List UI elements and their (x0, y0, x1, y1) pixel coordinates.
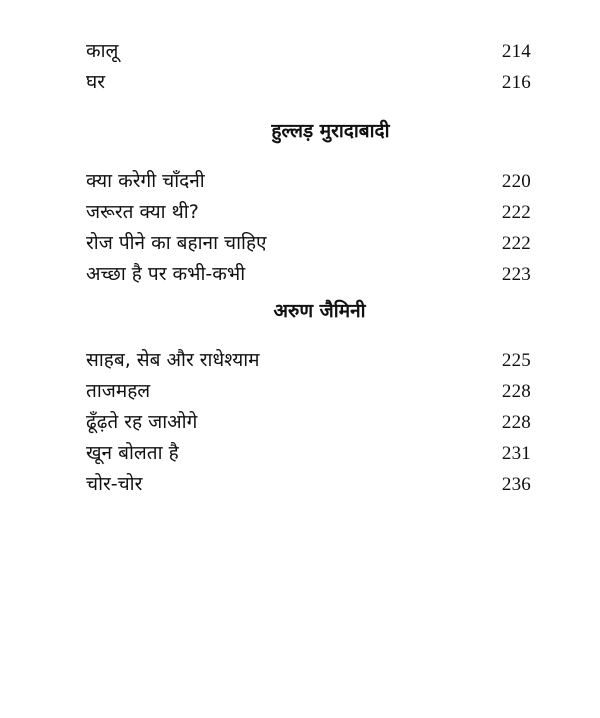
entry-page-number: 236 (501, 474, 531, 495)
entry-title: कालू (86, 40, 119, 62)
toc-entry (86, 197, 531, 228)
toc-section (86, 345, 531, 500)
entry-title: ताजमहल (86, 380, 151, 402)
entry-title: क्या करेगी चाँदनी (86, 170, 205, 192)
entry-page-number: 231 (501, 443, 531, 464)
author-heading: हुल्लड़ मुरादाबादी (271, 120, 390, 142)
toc-entry (86, 259, 531, 290)
entry-page-number: 214 (501, 41, 531, 62)
entry-title: अच्छा है पर कभी-कभी (86, 263, 246, 285)
toc-entry (86, 67, 531, 98)
toc-entry (86, 407, 531, 438)
entry-page-number: 228 (501, 412, 531, 433)
toc-entry (86, 345, 531, 376)
toc-entry (86, 166, 531, 197)
entry-title: खून बोलता है (86, 442, 179, 464)
entry-page-number: 220 (501, 171, 531, 192)
table-of-contents (86, 36, 531, 500)
author-heading: अरुण जैमिनी (273, 300, 366, 322)
toc-section-continued (86, 36, 531, 98)
entry-page-number: 222 (501, 202, 531, 223)
toc-entry (86, 228, 531, 259)
toc-entry (86, 469, 531, 500)
entry-page-number: 228 (501, 381, 531, 402)
entry-title: घर (86, 71, 106, 93)
entry-title: साहब, सेब और राधेश्याम (86, 349, 260, 371)
entry-title: चोर-चोर (86, 473, 143, 495)
entry-page-number: 216 (501, 72, 531, 93)
entry-title: ढूँढ़ते रह जाओगे (86, 411, 198, 433)
entry-title: रोज पीने का बहाना चाहिए (86, 232, 267, 254)
entry-title: जरूरत क्या थी? (86, 201, 199, 223)
entry-page-number: 223 (501, 264, 531, 285)
toc-entry (86, 376, 531, 407)
toc-entry (86, 438, 531, 469)
entry-page-number: 225 (501, 350, 531, 371)
entry-page-number: 222 (501, 233, 531, 254)
toc-entry (86, 36, 531, 67)
toc-section (86, 166, 531, 290)
